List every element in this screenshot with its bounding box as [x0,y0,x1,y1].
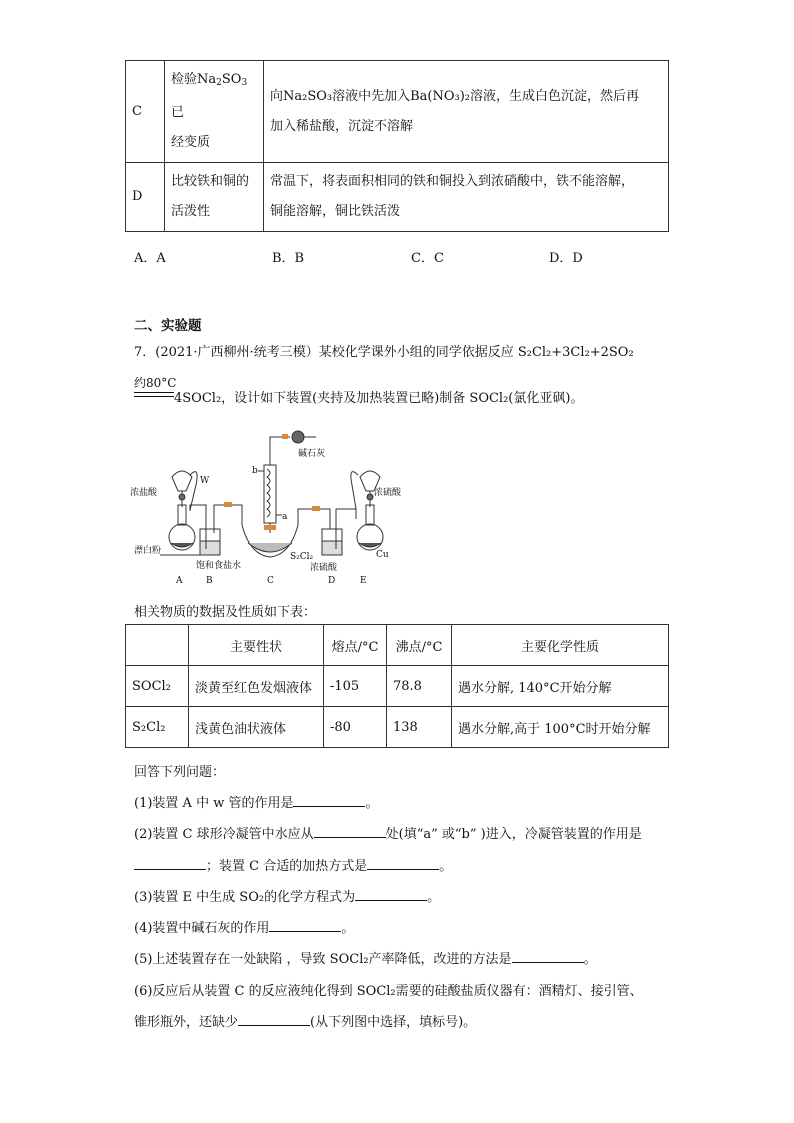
sub-question-3: (3)装置 E 中生成 SO₂的化学方程式为 。 [134,890,441,905]
cell-state: 淡黄至红色发烟液体 [189,666,324,707]
label-soda-lime: 碱石灰 [298,449,326,459]
cell-substance: S₂Cl₂ [126,707,189,748]
answer-blank[interactable] [367,857,439,870]
label-C: C [267,576,274,586]
table-row [126,163,669,232]
sub-question-2-cont: ；装置 C 合适的加热方式是 。 [134,855,452,874]
data-intro: 相关物质的数据及性质如下表： [134,605,317,620]
option-a[interactable]: A．A [134,251,166,266]
cell-chem: 遇水分解, 140°C开始分解 [452,666,669,707]
answer-blank[interactable] [293,794,365,807]
label-sat-salt: 饱和食盐水 [196,561,242,571]
option-c[interactable]: C．C [411,251,444,266]
table-row [126,666,669,707]
row-purpose: 比较铁和铜的 活泼性 [165,163,264,232]
sub-question-1: (1)装置 A 中 w 管的作用是 。 [134,796,379,811]
label-E: E [360,576,367,586]
header-mp: 熔点/°C [324,625,387,666]
row-letter: D [126,163,165,232]
reaction-condition: 约80°C [134,376,177,390]
section-title: 二、实验题 [134,318,202,334]
table-row [126,707,669,748]
label-s2cl2: S₂Cl₂ [290,552,314,562]
answer-blank[interactable] [269,919,341,932]
answer-blank[interactable] [134,857,206,870]
label-cu: Cu [376,550,389,560]
cell-mp: -80 [324,707,387,748]
label-bleach: 漂白粉 [134,546,162,556]
cell-state: 浅黄色油状液体 [189,707,324,748]
cell-bp: 78.8 [387,666,452,707]
cell-substance: SOCl₂ [126,666,189,707]
cell-chem: 遇水分解,高于 100°C时开始分解 [452,707,669,748]
label-b: b [252,466,258,476]
option-b[interactable]: B．B [272,251,305,266]
sub-question-2: (2)装置 C 球形冷凝管中水应从 处(填“a” 或“b” )进入，冷凝管装置的作用是 [134,827,642,842]
row-letter: C [126,61,165,163]
sub-question-6-cont: 锥形瓶外，还缺少 (从下列图中选择，填标号)。 [134,1015,477,1030]
properties-table [125,624,669,748]
answer-blank[interactable] [314,825,386,838]
answer-intro: 回答下列问题： [134,765,226,780]
equals-sign [134,392,174,397]
question-7-intro: 7．(2021·广西柳州·统考三模）某校化学课外小组的同学依据反应 S₂Cl₂+3Cl₂+2SO₂ [134,345,634,360]
answer-blank[interactable] [238,1013,310,1026]
options-table [125,60,669,232]
apparatus-diagram [130,425,430,590]
label-conc-h2so4-bottom: 浓硫酸 [310,563,338,573]
header-chem: 主要化学性质 [452,625,669,666]
cell-bp: 138 [387,707,452,748]
answer-blank[interactable] [512,950,584,963]
sub-question-4: (4)装置中碱石灰的作用 。 [134,921,355,936]
label-a: a [282,512,288,522]
row-purpose: 检验$Na_2SO_3$已 经变质 [165,61,264,163]
label-w: W [200,476,210,486]
header-bp: 沸点/°C [387,625,452,666]
table-header-row [126,625,669,666]
row-description: 常温下，将表面积相同的铁和铜投入到浓硝酸中，铁不能溶解， 铜能溶解，铜比铁活泼 [264,163,669,232]
question-7-intro-2: 4SOCl₂，设计如下装置(夹持及加热装置已略)制备 SOCl₂(氯化亚砜)。 [174,391,584,406]
row-description: 向Na₂SO₃溶液中先加入Ba(NO₃)₂溶液，生成白色沉淀，然后再 加入稀盐酸，沉淀不溶解 [264,61,669,163]
table-row [126,61,669,163]
label-D: D [328,576,336,586]
option-d[interactable]: D．D [549,251,583,266]
header-state: 主要性状 [189,625,324,666]
label-B: B [206,576,213,586]
label-A: A [176,576,183,586]
label-conc-h2so4-top: 浓硫酸 [374,488,402,498]
answer-blank[interactable] [355,888,427,901]
cell-mp: -105 [324,666,387,707]
sub-question-6: (6)反应后从装置 C 的反应液纯化得到 SOCl₂需要的硅酸盐质仪器有：酒精灯、接引管、 [134,984,643,999]
label-conc-hcl: 浓盐酸 [130,488,158,498]
sub-question-5: (5)上述装置存在一处缺陷 ，导致 SOCl₂产率降低，改进的方法是 。 [134,952,597,967]
